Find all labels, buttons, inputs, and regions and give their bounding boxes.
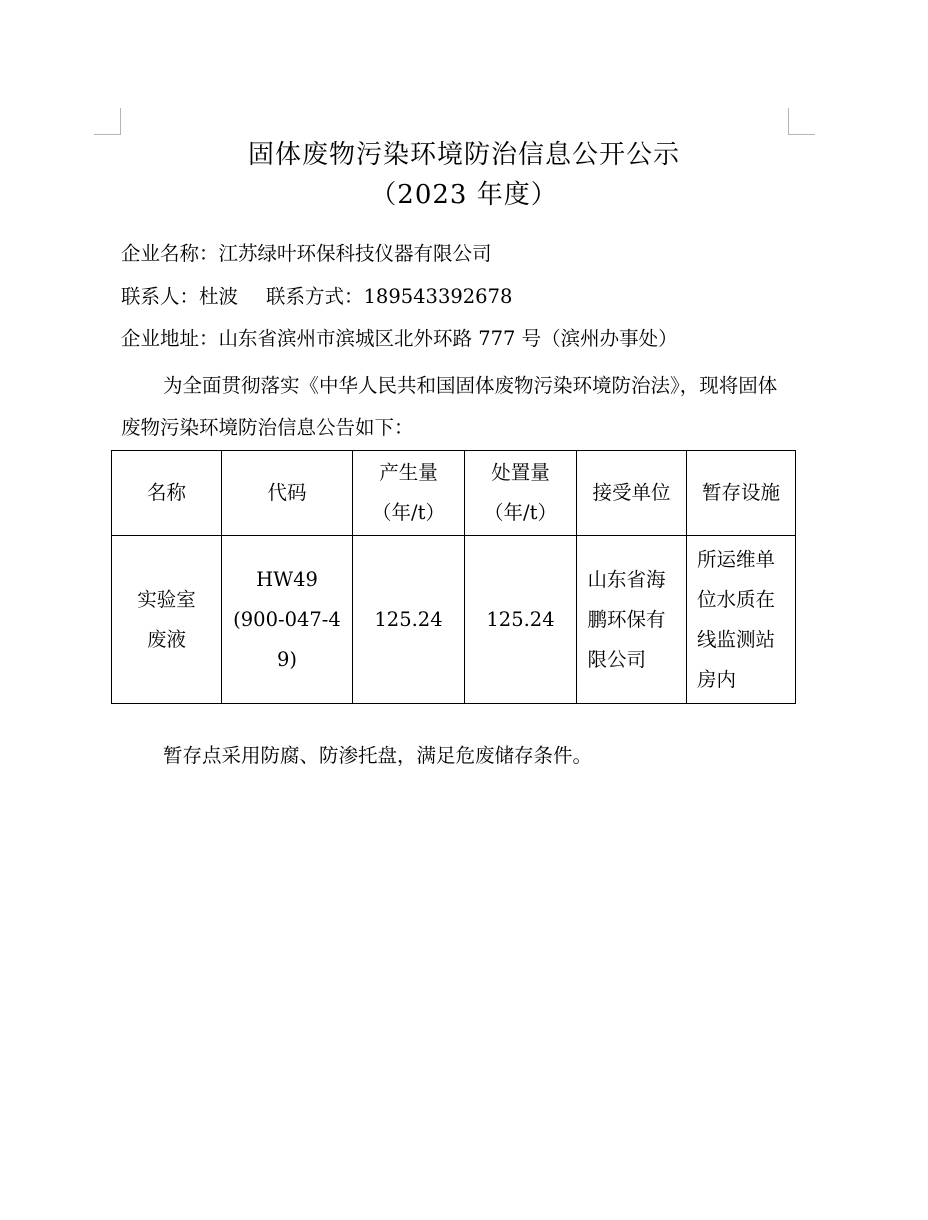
header-produced xyxy=(353,451,465,536)
cell-code-line2: (900-047-49) xyxy=(233,607,341,671)
cell-receiver-text: 山东省海鹏环保有限公司 xyxy=(587,567,666,671)
document-title: 固体废物污染环境防治信息公开公示 xyxy=(247,140,680,170)
company-name-line: 企业名称：江苏绿叶环保科技仪器有限公司 xyxy=(121,242,492,265)
table-row xyxy=(112,536,796,704)
header-storage: 暂存设施 xyxy=(687,451,796,536)
header-code: 代码 xyxy=(222,451,353,536)
contact-person: 联系人：杜波 xyxy=(121,285,239,308)
header-produced-unit: （年/t） xyxy=(372,501,445,524)
cell-storage-text: 所运维单位水质在线监测站房内 xyxy=(697,547,776,691)
waste-info-table xyxy=(111,450,796,704)
document-year: （2023 年度） xyxy=(370,180,558,210)
intro-paragraph: 为全面贯彻落实《中华人民共和国固体废物污染环境防治法》，现将固体废物污染环境防治信息公告如下： xyxy=(121,374,778,439)
contact-method: 联系方式：189543392678 xyxy=(266,285,513,308)
header-receiver: 接受单位 xyxy=(577,451,687,536)
crop-mark-top-right xyxy=(788,108,815,135)
storage-note: 暂存点采用防腐、防渗托盘，满足危废储存条件。 xyxy=(163,744,593,767)
cell-name-line2: 废液 xyxy=(146,627,186,651)
header-disposed xyxy=(465,451,577,536)
header-disposed-label: 处置量 xyxy=(491,461,550,484)
cell-name xyxy=(112,536,222,704)
cell-produced: 125.24 xyxy=(353,536,465,704)
header-name: 名称 xyxy=(112,451,222,536)
cell-code xyxy=(222,536,353,704)
cell-receiver xyxy=(577,536,687,704)
cell-code-line1: HW49 xyxy=(256,567,318,591)
cell-storage xyxy=(687,536,796,704)
address-line: 企业地址：山东省滨州市滨城区北外环路 777 号（滨州办事处） xyxy=(121,327,678,350)
header-produced-label: 产生量 xyxy=(379,461,438,484)
crop-mark-top-left xyxy=(94,108,121,135)
contact-line xyxy=(121,281,512,309)
header-disposed-unit: （年/t） xyxy=(484,501,557,524)
cell-disposed: 125.24 xyxy=(465,536,577,704)
table-header-row xyxy=(112,451,796,536)
cell-name-line1: 实验室 xyxy=(137,587,196,611)
